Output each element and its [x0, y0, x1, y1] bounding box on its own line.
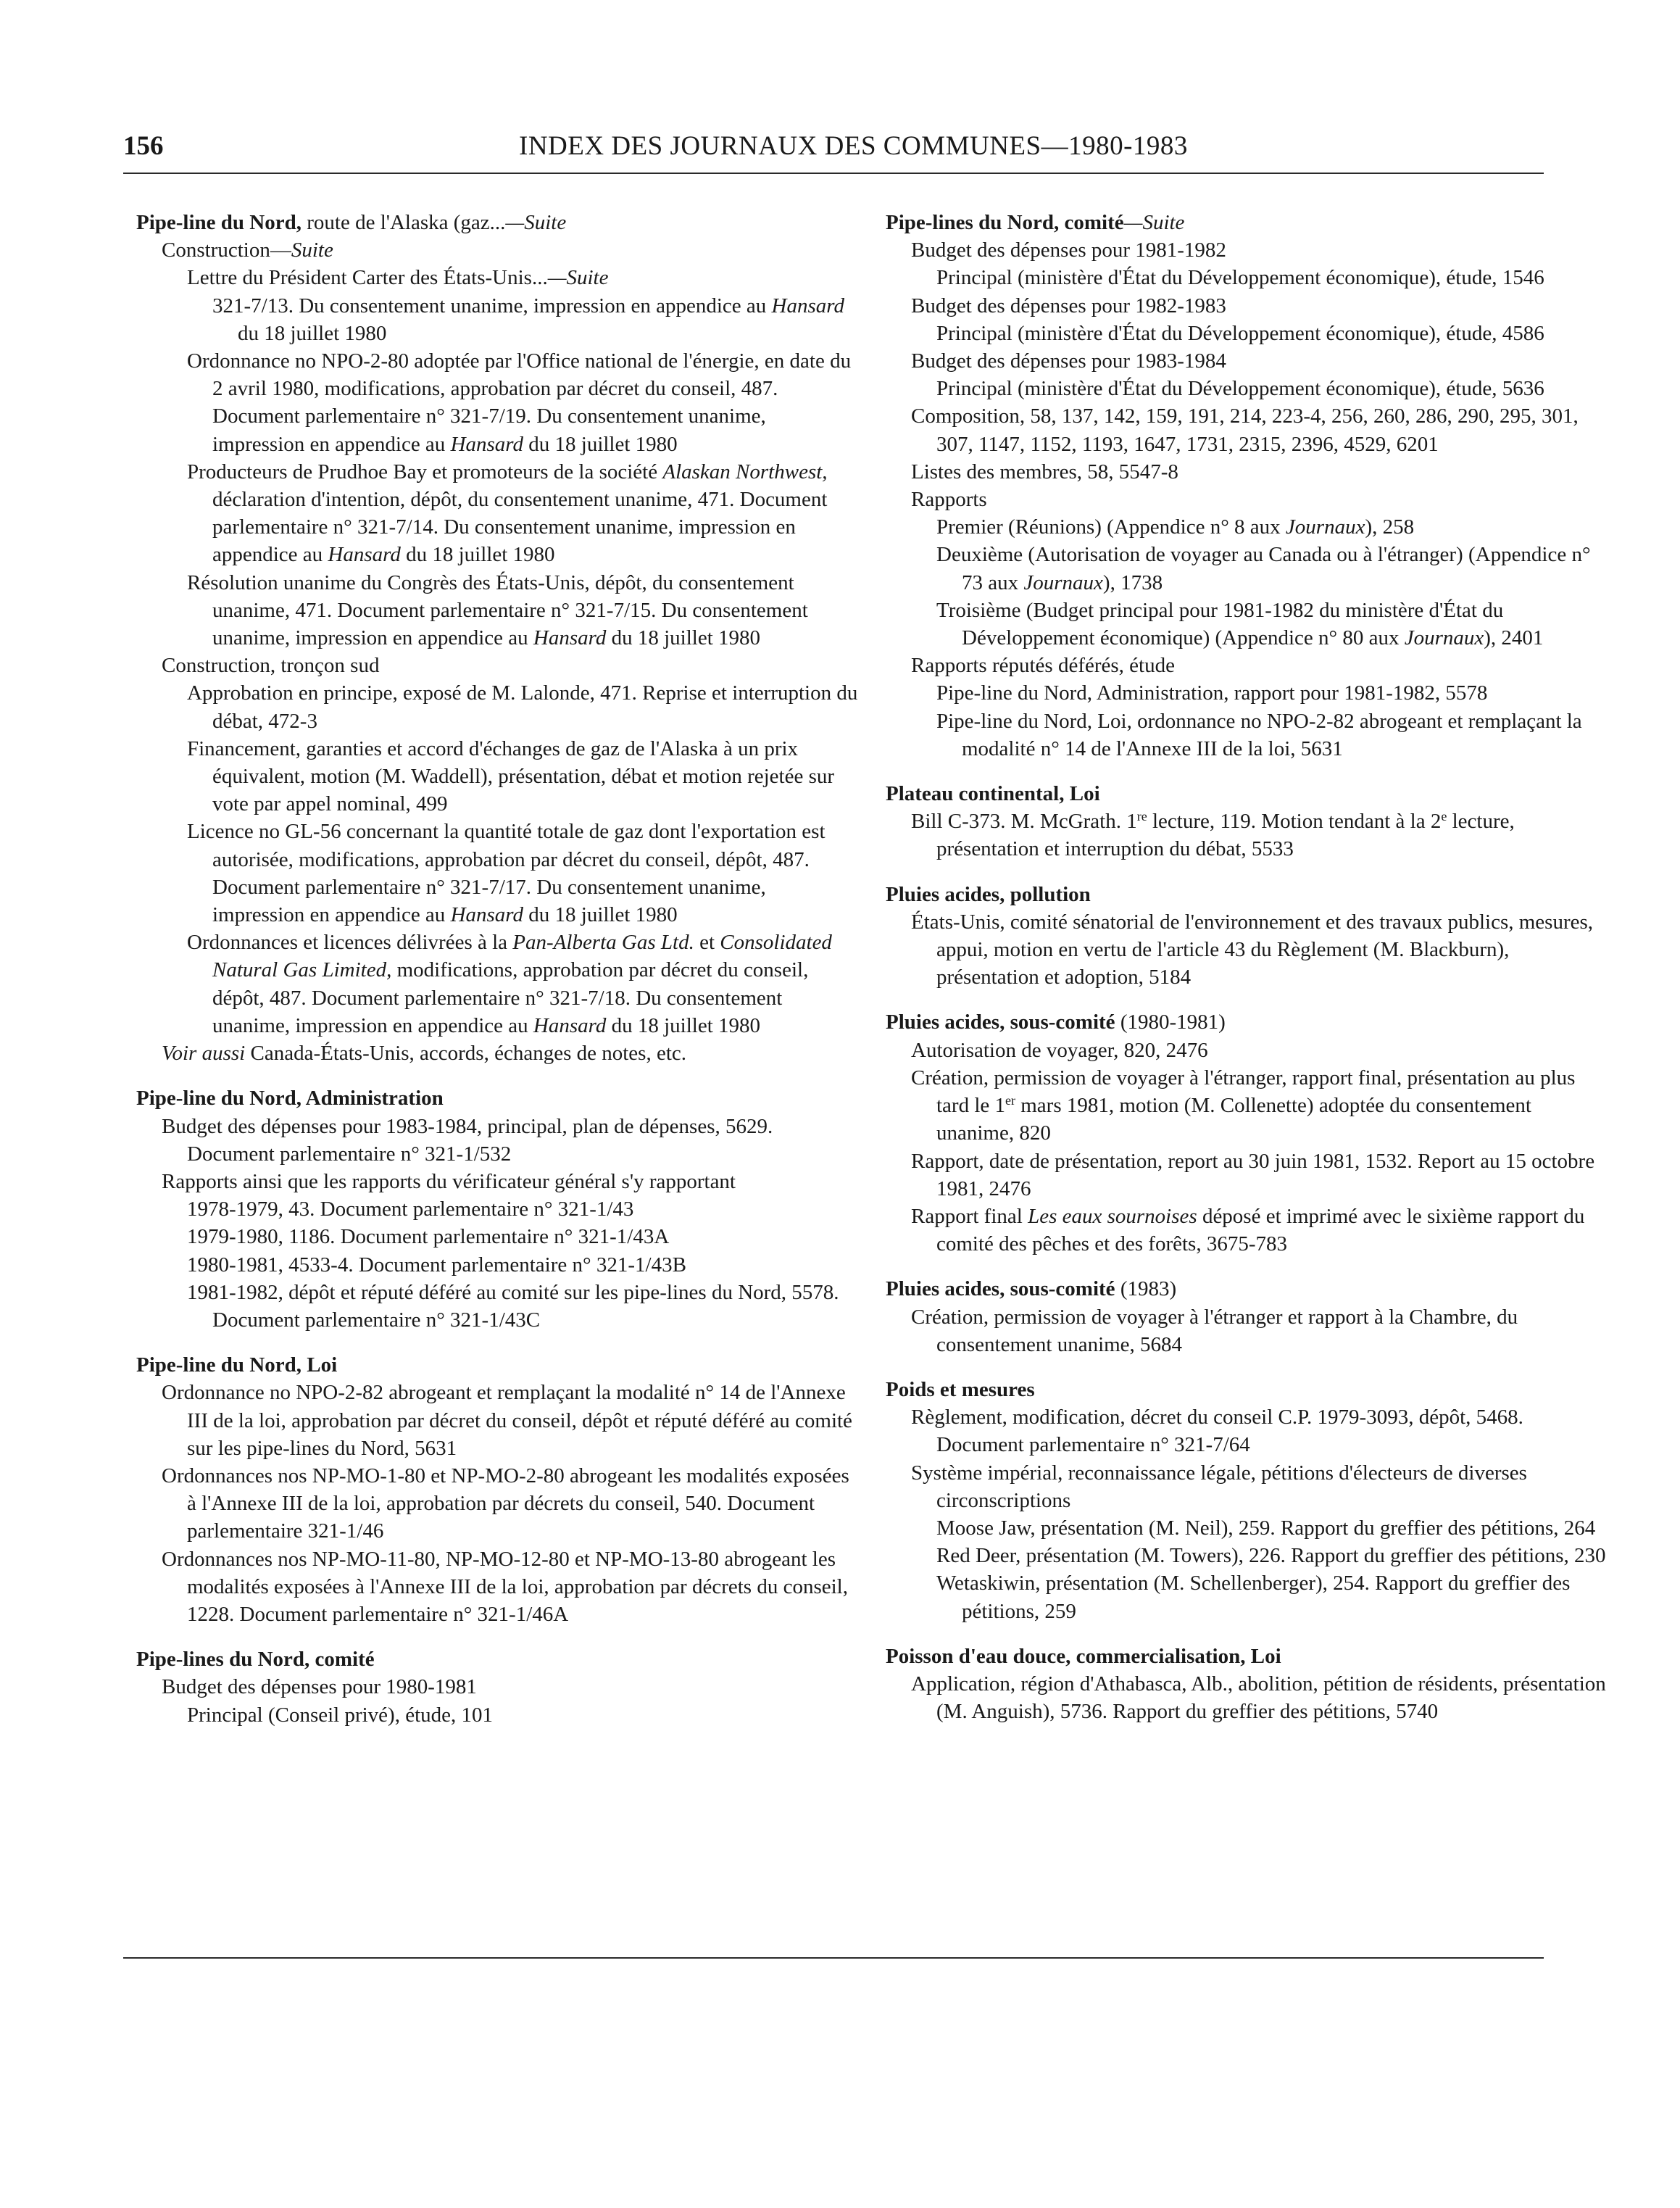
- header-rule: [123, 173, 1544, 174]
- entry-heading: Pluies acides, sous-comité (1983): [886, 1277, 1177, 1301]
- index-entry: [886, 1643, 1610, 1726]
- subentry: Application, région d'Athabasca, Alb., abolition, pétition de résidents, présentation (M. Anguish), 5736. Rapport du greffier des pétitions, 5740: [911, 1672, 1606, 1724]
- subentry: Budget des dépenses pour 1983-1984: [911, 349, 1226, 373]
- entry-heading: Pluies acides, sous-comité (1980-1981): [886, 1010, 1226, 1034]
- subentry: Deuxième (Autorisation de voyager au Canada ou à l'étranger) (Appendice n° 73 aux Journaux), 1738: [936, 543, 1591, 594]
- subentry: 1979-1980, 1186. Document parlementaire n° 321-1/43A: [187, 1225, 670, 1249]
- subentry: Financement, garanties et accord d'échanges de gaz de l'Alaska à un prix équivalent, motion (M. Waddell), présentation, débat et motion rejetée sur vote par appel nominal, 499: [187, 736, 835, 816]
- index-entry: [136, 209, 861, 1067]
- subentry: Ordonnances nos NP-MO-1-80 et NP-MO-2-80 abrogeant les modalités exposées à l'Annexe III de la loi, approbation par décrets du conseil, 540. Document parlementaire 321-1/46: [162, 1464, 849, 1543]
- subentry: Rapports réputés déférés, étude: [911, 654, 1175, 678]
- subentry: Principal (ministère d'État du Développement économique), étude, 4586: [936, 321, 1544, 345]
- subentry: Construction, tronçon sud: [162, 654, 380, 678]
- subentry: Rapports ainsi que les rapports du vérificateur général s'y rapportant: [162, 1169, 736, 1193]
- index-entry: [886, 1376, 1610, 1625]
- subentry: Autorisation de voyager, 820, 2476: [911, 1038, 1208, 1062]
- subentry: Système impérial, reconnaissance légale, pétitions d'électeurs de diverses circonscriptions: [911, 1461, 1527, 1512]
- subentry: Composition, 58, 137, 142, 159, 191, 214, 223-4, 256, 260, 286, 290, 295, 301, 307, 1147, 1152, 1193, 1647, 1731, 2315, 2396, 4529, 6201: [911, 404, 1579, 456]
- right-column: [886, 209, 1610, 1743]
- subentry: Red Deer, présentation (M. Towers), 226. Rapport du greffier des pétitions, 230: [936, 1544, 1606, 1568]
- subentry: Bill C-373. M. McGrath. 1re lecture, 119. Motion tendant à la 2e lecture, présentation et interruption du débat, 5533: [911, 809, 1515, 861]
- subentry: Construction—Suite: [162, 238, 333, 262]
- entry-heading: Pluies acides, pollution: [886, 882, 1091, 906]
- subentry: Création, permission de voyager à l'étranger et rapport à la Chambre, du consentement unanime, 5684: [911, 1305, 1518, 1356]
- subentry: Ordonnance no NPO-2-82 abrogeant et remplaçant la modalité n° 14 de l'Annexe III de la loi, approbation par décret du conseil, dépôt et réputé déféré au comité sur les pipe-lines du Nord, 5631: [162, 1381, 852, 1460]
- index-entry: [886, 209, 1610, 763]
- subentry: Principal (ministère d'État du Développement économique), étude, 1546: [936, 266, 1544, 290]
- entry-heading: Pipe-lines du Nord, comité: [136, 1648, 375, 1672]
- subentry: Wetaskiwin, présentation (M. Schellenberger), 254. Rapport du greffier des pétitions, 259: [936, 1572, 1571, 1623]
- subentry: Principal (Conseil privé), étude, 101: [187, 1703, 494, 1727]
- subentry: Rapport, date de présentation, report au 30 juin 1981, 1532. Report au 15 octobre 1981, 2476: [911, 1149, 1595, 1200]
- entry-heading: Pipe-line du Nord, route de l'Alaska (gaz...—Suite: [136, 211, 567, 234]
- index-entry: [886, 1275, 1610, 1358]
- subentry: Budget des dépenses pour 1982-1983: [911, 294, 1226, 317]
- subentry: Budget des dépenses pour 1980-1981: [162, 1675, 477, 1699]
- entry-heading: Pipe-line du Nord, Loi: [136, 1353, 338, 1377]
- entry-heading: Plateau continental, Loi: [886, 782, 1100, 806]
- entry-heading: Poisson d'eau douce, commercialisation, Loi: [886, 1644, 1281, 1668]
- subentry: Producteurs de Prudhoe Bay et promoteurs de la société Alaskan Northwest, déclaration d'intention, dépôt, du consentement unanime, 471. Document parlementaire n° 321-7/14. Du consentement unanime, impression en appendice au Hansard du 18 juillet 1980: [187, 460, 828, 567]
- subentry: Pipe-line du Nord, Loi, ordonnance no NPO-2-82 abrogeant et remplaçant la modalité n° 14 de l'Annexe III de la loi, 5631: [936, 709, 1582, 760]
- subentry: Ordonnances nos NP-MO-11-80, NP-MO-12-80 et NP-MO-13-80 abrogeant les modalités exposées à l'Annexe III de la loi, approbation par décrets du conseil, 1228. Document parlementaire n° 321-1/46A: [162, 1547, 848, 1626]
- subentry: Rapports: [911, 488, 987, 512]
- subentry: Ordonnances et licences délivrées à la Pan-Alberta Gas Ltd. et Consolidated Natural Gas Limited, modifications, approbation par décret du conseil, dépôt, 487. Document parlementaire n° 321-7/18. Du consentement unanime, impression en appendice au Hansard du 18 juillet 1980: [187, 931, 832, 1037]
- subentry: Budget des dépenses pour 1983-1984, principal, plan de dépenses, 5629. Document parlementaire n° 321-1/532: [162, 1114, 773, 1166]
- entry-heading: Poids et mesures: [886, 1377, 1035, 1401]
- subentry: Licence no GL-56 concernant la quantité totale de gaz dont l'exportation est autorisée, modifications, approbation par décret du conseil, dépôt, 487. Document parlementaire n° 321-7/17. Du consentement unanime, impression en appendice au Hansard du 18 juillet 1980: [187, 820, 826, 927]
- subentry: Premier (Réunions) (Appendice n° 8 aux Journaux), 258: [936, 515, 1415, 539]
- index-entry: [886, 780, 1610, 863]
- subentry: Rapport final Les eaux sournoises déposé et imprimé avec le sixième rapport du comité des pêches et des forêts, 3675-783: [911, 1204, 1585, 1256]
- subentry: Règlement, modification, décret du conseil C.P. 1979-3093, dépôt, 5468. Document parlementaire n° 321-7/64: [911, 1406, 1523, 1457]
- subentry: Lettre du Président Carter des États-Unis...—Suite: [187, 266, 609, 290]
- subentry: Principal (ministère d'État du Développement économique), étude, 5636: [936, 377, 1544, 401]
- subentry-text: 321-7/13. Du consentement unanime, impression en appendice au Hansard du 18 juillet 1980: [212, 294, 844, 345]
- subentry: Listes des membres, 58, 5547-8: [911, 460, 1178, 483]
- subentry: Création, permission de voyager à l'étranger, rapport final, présentation au plus tard le 1er mars 1981, motion (M. Collenette) adoptée du consentement unanime, 820: [911, 1066, 1576, 1145]
- subentry: Moose Jaw, présentation (M. Neil), 259. Rapport du greffier des pétitions, 264: [936, 1516, 1596, 1540]
- subentry: Troisième (Budget principal pour 1981-1982 du ministère d'État du Développement économique) (Appendice n° 80 aux Journaux), 2401: [936, 598, 1544, 650]
- index-entry: [136, 1084, 861, 1334]
- entry-heading: Pipe-line du Nord, Administration: [136, 1087, 444, 1111]
- index-entry: [886, 1008, 1610, 1258]
- subentry: Pipe-line du Nord, Administration, rapport pour 1981-1982, 5578: [936, 681, 1488, 705]
- subentry: 1980-1981, 4533-4. Document parlementaire n° 321-1/43B: [187, 1253, 686, 1277]
- subentry: 1978-1979, 43. Document parlementaire n° 321-1/43: [187, 1198, 634, 1221]
- index-entry: [886, 881, 1610, 992]
- running-title: INDEX DES JOURNAUX DES COMMUNES—1980-1983: [519, 131, 1188, 161]
- subentry: Ordonnance no NPO-2-80 adoptée par l'Office national de l'énergie, en date du 2 avril 1980, modifications, approbation par décret du conseil, 487. Document parlementaire n° 321-7/19. Du consentement unanime, impression en appendice au Hansard du 18 juillet 1980: [187, 349, 852, 456]
- entry-heading: Pipe-lines du Nord, comité—Suite: [886, 211, 1185, 234]
- left-column: [136, 209, 861, 1746]
- subentry: États-Unis, comité sénatorial de l'environnement et des travaux publics, mesures, appui, motion en vertu de l'article 43 du Règlement (M. Blackburn), présentation et adoption, 5184: [911, 910, 1594, 989]
- index-entry: [136, 1645, 861, 1729]
- subentry: 1981-1982, dépôt et réputé déféré au comité sur les pipe-lines du Nord, 5578. Document parlementaire n° 321-1/43C: [187, 1280, 839, 1332]
- index-entry: [136, 1351, 861, 1628]
- subentry: Résolution unanime du Congrès des États-Unis, dépôt, du consentement unanime, 471. Document parlementaire n° 321-7/15. Du consentement unanime, impression en appendice au Hansard du 18 juillet 1980: [187, 570, 808, 650]
- page-header: [123, 130, 1587, 170]
- subentry: Approbation en principe, exposé de M. Lalonde, 471. Reprise et interruption du débat, 472-3: [187, 681, 858, 733]
- page-number: 156: [123, 131, 164, 161]
- footer-rule: [123, 1957, 1544, 1959]
- see-also: Voir aussi Canada-États-Unis, accords, échanges de notes, etc.: [162, 1042, 686, 1066]
- subentry: Budget des dépenses pour 1981-1982: [911, 238, 1226, 262]
